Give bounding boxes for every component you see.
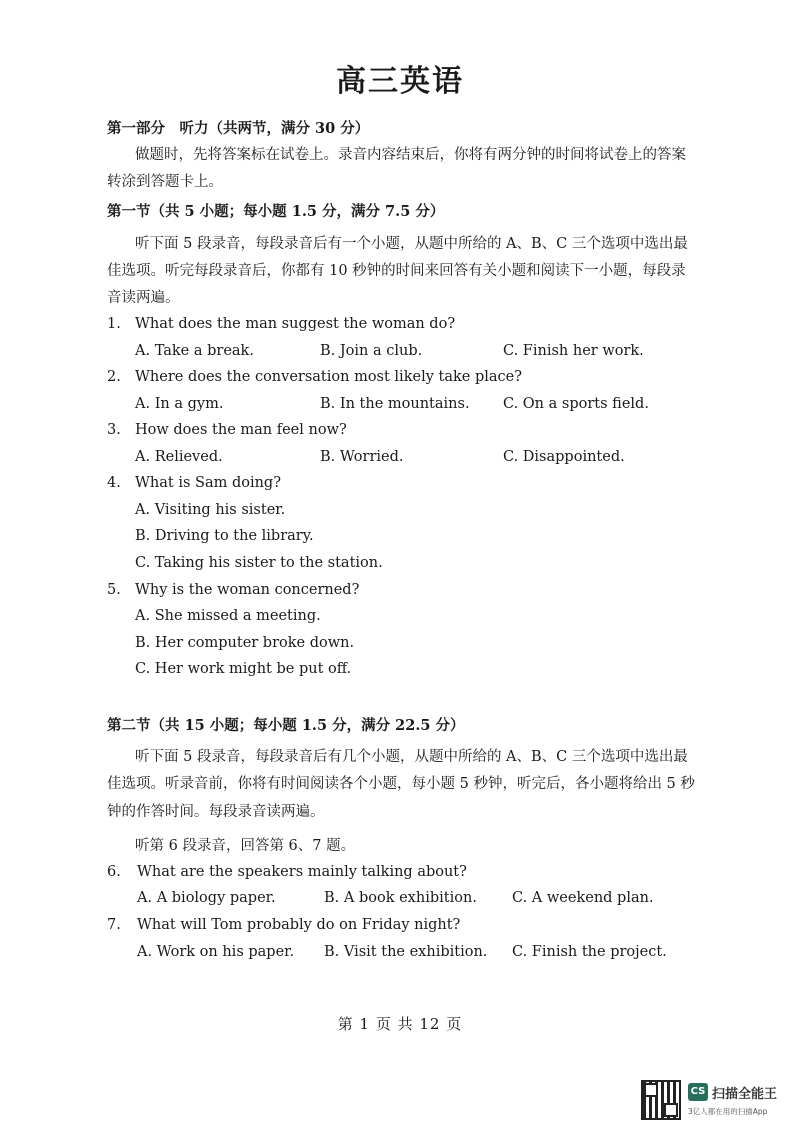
question-text: What will Tom probably do on Friday night? <box>137 917 461 933</box>
question-number: 1. <box>107 316 121 332</box>
camscanner-logo-icon: CS <box>688 1083 708 1101</box>
question-text: How does the man feel now? <box>135 422 347 438</box>
option-b: B. In the mountains. <box>320 396 470 412</box>
scanner-app-slogan: 3亿人都在用的扫描App <box>688 1107 768 1116</box>
section2-instr-line2: 佳选项。听录音前，你将有时间阅读各个小题，每小题 5 秒钟，听完后，各小题将给出 5 秒 <box>107 776 695 792</box>
question-number: 3. <box>107 422 121 438</box>
part1-heading: 第一部分 听力（共两节，满分 30 分） <box>107 120 370 137</box>
question-number: 7. <box>107 917 121 933</box>
section1-heading: 第一节（共 5 小题；每小题 1.5 分，满分 7.5 分） <box>107 203 445 220</box>
section2-instr-line1: 听下面 5 段录音，每段录音后有几个小题，从题中所给的 A、B、C 三个选项中选出最 <box>135 749 688 765</box>
question-number: 5. <box>107 582 121 598</box>
part1-intro-line2: 转涂到答题卡上。 <box>107 174 223 190</box>
question-text: Why is the woman concerned? <box>135 582 360 598</box>
question-number: 2. <box>107 369 121 385</box>
question-number: 6. <box>107 864 121 880</box>
section1-instr-line2: 佳选项。听完每段录音后，你都有 10 秒钟的时间来回答有关小题和阅读下一小题，每段录 <box>107 263 686 279</box>
section2-instr-line3: 钟的作答时间。每段录音读两遍。 <box>107 804 325 820</box>
option-a: A. Relieved. <box>135 449 223 465</box>
qr-code-icon <box>641 1080 681 1120</box>
option-a: A. Visiting his sister. <box>135 502 286 518</box>
part1-intro-line1: 做题时，先将答案标在试卷上。录音内容结束后，你将有两分钟的时间将试卷上的答案 <box>135 147 686 163</box>
section1-instr-line3: 音读两遍。 <box>107 290 180 306</box>
option-c: C. Finish the project. <box>512 944 667 960</box>
question-number: 4. <box>107 475 121 491</box>
option-a: A. Work on his paper. <box>137 944 295 960</box>
question-text: What does the man suggest the woman do? <box>135 316 456 332</box>
clip6-intro: 听第 6 段录音，回答第 6、7 题。 <box>135 838 356 854</box>
page-title: 高三英语 <box>336 64 464 99</box>
page-footer: 第 1 页 共 12 页 <box>337 1015 463 1033</box>
option-a: A. Take a break. <box>135 343 254 359</box>
option-b: B. Visit the exhibition. <box>324 944 488 960</box>
option-b: B. A book exhibition. <box>324 890 477 906</box>
option-b: B. Driving to the library. <box>135 528 314 544</box>
option-c: C. Taking his sister to the station. <box>135 555 383 571</box>
option-b: B. Join a club. <box>320 343 423 359</box>
section1-instr-line1: 听下面 5 段录音，每段录音后有一个小题，从题中所给的 A、B、C 三个选项中选出最 <box>135 236 688 252</box>
option-c: C. Finish her work. <box>503 343 644 359</box>
option-a: A. A biology paper. <box>137 890 276 906</box>
question-text: What are the speakers mainly talking about? <box>137 864 467 880</box>
question-text: Where does the conversation most likely take place? <box>135 369 522 385</box>
option-b: B. Worried. <box>320 449 404 465</box>
option-c: C. Her work might be put off. <box>135 661 352 677</box>
option-a: A. She missed a meeting. <box>135 608 321 624</box>
option-b: B. Her computer broke down. <box>135 635 355 651</box>
option-c: C. Disappointed. <box>503 449 625 465</box>
section2-heading: 第二节（共 15 小题；每小题 1.5 分，满分 22.5 分） <box>107 717 465 734</box>
option-a: A. In a gym. <box>135 396 224 412</box>
option-c: C. A weekend plan. <box>512 890 654 906</box>
scanner-app-name: 扫描全能王 <box>712 1087 778 1102</box>
option-c: C. On a sports field. <box>503 396 649 412</box>
question-text: What is Sam doing? <box>135 475 281 491</box>
